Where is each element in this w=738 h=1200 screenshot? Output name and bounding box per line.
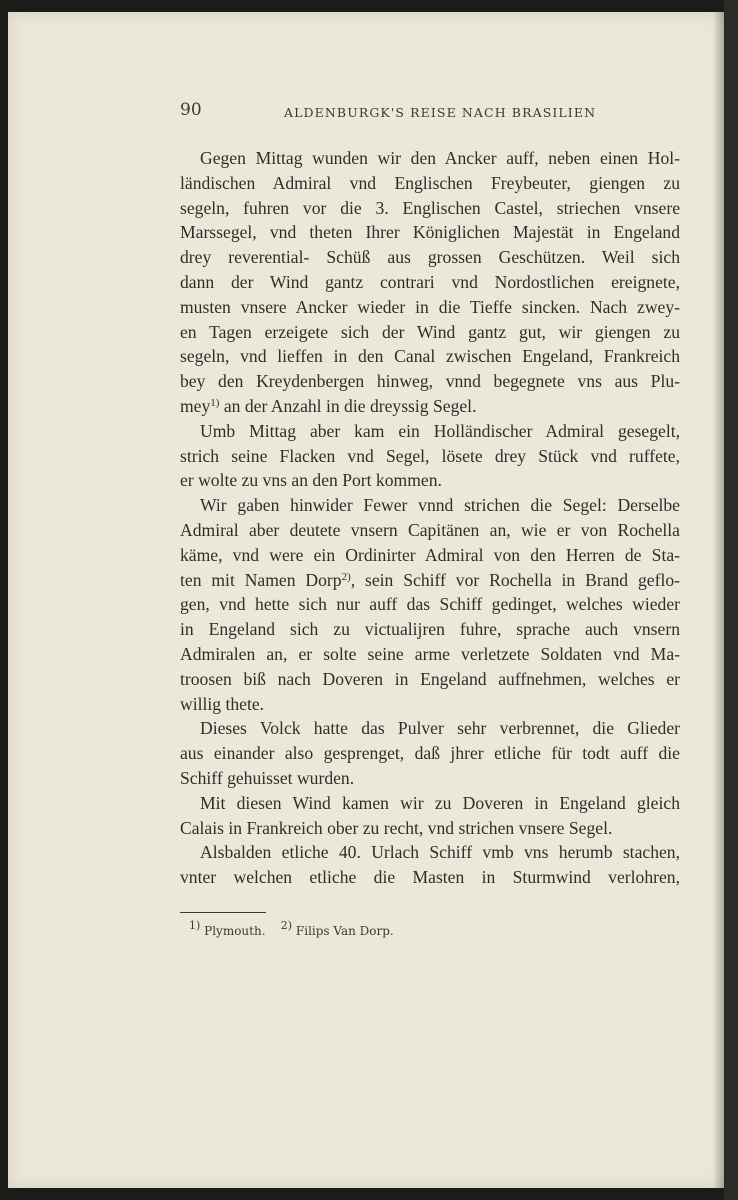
text-line: Admiral aber deutete vnsern Capitänen an, wie er von Rochella: [180, 519, 680, 540]
paragraph: [180, 791, 680, 841]
footnotes: [189, 919, 394, 938]
text-fragment: an der Anzahl in die dreyssig Segel.: [219, 395, 477, 416]
footnote-marker: 1): [189, 919, 201, 932]
footnote-rule: [180, 912, 266, 913]
page-edge-shadow: [713, 12, 724, 1188]
page-number: 90: [180, 100, 202, 120]
scan-border: [724, 0, 738, 1200]
text-line: troosen biß nach Doveren in Engeland auffnehmen, welches er: [180, 668, 680, 689]
footnote-text: Filips Van Dorp.: [295, 924, 394, 938]
text-line: er wolte zu vns an den Port kommen.: [180, 470, 442, 491]
text-line: in Engeland sich zu victualijren fuhre, sprache auch vnsern: [180, 619, 680, 640]
text-line: Alsbalden etliche 40. Urlach Schiff vmb vns herumb stachen,: [200, 842, 680, 863]
text-line: Schiff gehuisset wurden.: [180, 767, 355, 788]
text-line: Dieses Volck hatte das Pulver sehr verbrennet, die Glieder: [200, 718, 680, 739]
text-line: willig thete.: [180, 693, 265, 714]
text-fragment: , sein Schiff vor Rochella in Brand geflo-: [350, 569, 680, 590]
text-line: Calais in Frankreich ober zu recht, vnd strichen vnsere Segel.: [180, 817, 613, 838]
text-line: Mit diesen Wind kamen wir zu Doveren in Engeland gleich: [200, 792, 680, 813]
text-line: Admiralen an, er solte seine arme verletzete Soldaten vnd Ma-: [180, 643, 680, 664]
text-line: segeln, vnd lieffen in den Canal zwischen Engeland, Frankreich: [180, 346, 680, 367]
text-line: Gegen Mittag wunden wir den Ancker auff, neben einen Hol-: [200, 148, 680, 168]
text-line: Wir gaben hinwider Fewer vnnd strichen die Segel: Derselbe: [200, 495, 680, 516]
footnote-marker: 2): [280, 919, 293, 932]
text-line: strich seine Flacken vnd Segel, lösete drey Stück vnd ruffete,: [180, 445, 680, 466]
text-fragment: ten mit Namen Dorp: [180, 569, 342, 590]
page-header: [180, 100, 680, 130]
text-line: Umb Mittag aber kam ein Holländischer Admiral gesegelt,: [200, 420, 680, 441]
text-line: Marssegel, vnd theten Ihrer Königlichen Majestät in Engeland: [180, 222, 680, 243]
text-line: dann der Wind gantz contrari vnd Nordostlichen ereignete,: [180, 271, 680, 292]
footnote-marker: 1): [210, 396, 220, 409]
paragraph: [180, 146, 680, 419]
text-line: bey den Kreydenbergen hinweg, vnnd begegnete vns aus Plu-: [180, 371, 680, 392]
text-line: segeln, fuhren vor die 3. Englischen Castel, striechen vnsere: [180, 197, 680, 218]
text-line: [180, 568, 680, 593]
text-line: vnter welchen etliche die Masten in Sturmwind verlohren,: [180, 867, 680, 888]
text-line: ländischen Admiral vnd Englischen Freybeuter, giengen zu: [180, 172, 680, 193]
body-text: [180, 146, 680, 890]
text-line: drey reverential- Schüß aus grossen Geschützen. Weil sich: [180, 247, 680, 268]
paragraph: [180, 840, 680, 890]
running-title: ALDENBURGK'S REISE NACH BRASILIEN: [284, 105, 597, 120]
footnote-marker: 2): [341, 570, 351, 583]
text-line: musten vnsere Ancker wieder in die Tieffe sincken. Nach zwey-: [180, 296, 680, 317]
paragraph: [180, 716, 680, 790]
text-line: gen, vnd hette sich nur auff das Schiff gedinget, welches wieder: [180, 594, 680, 615]
text-fragment: mey: [180, 395, 211, 416]
text-line: en Tagen erzeigete sich der Wind gantz gut, wir giengen zu: [180, 321, 680, 342]
footnote-text: Plymouth.: [204, 924, 266, 938]
text-line: käme, vnd were ein Ordinirter Admiral von den Herren de Sta-: [180, 544, 680, 565]
paragraph: [180, 493, 680, 716]
text-line: aus einander also gesprenget, daß jhrer etliche für todt auff die: [180, 743, 680, 764]
text-line: [180, 394, 680, 419]
paragraph: [180, 419, 680, 493]
